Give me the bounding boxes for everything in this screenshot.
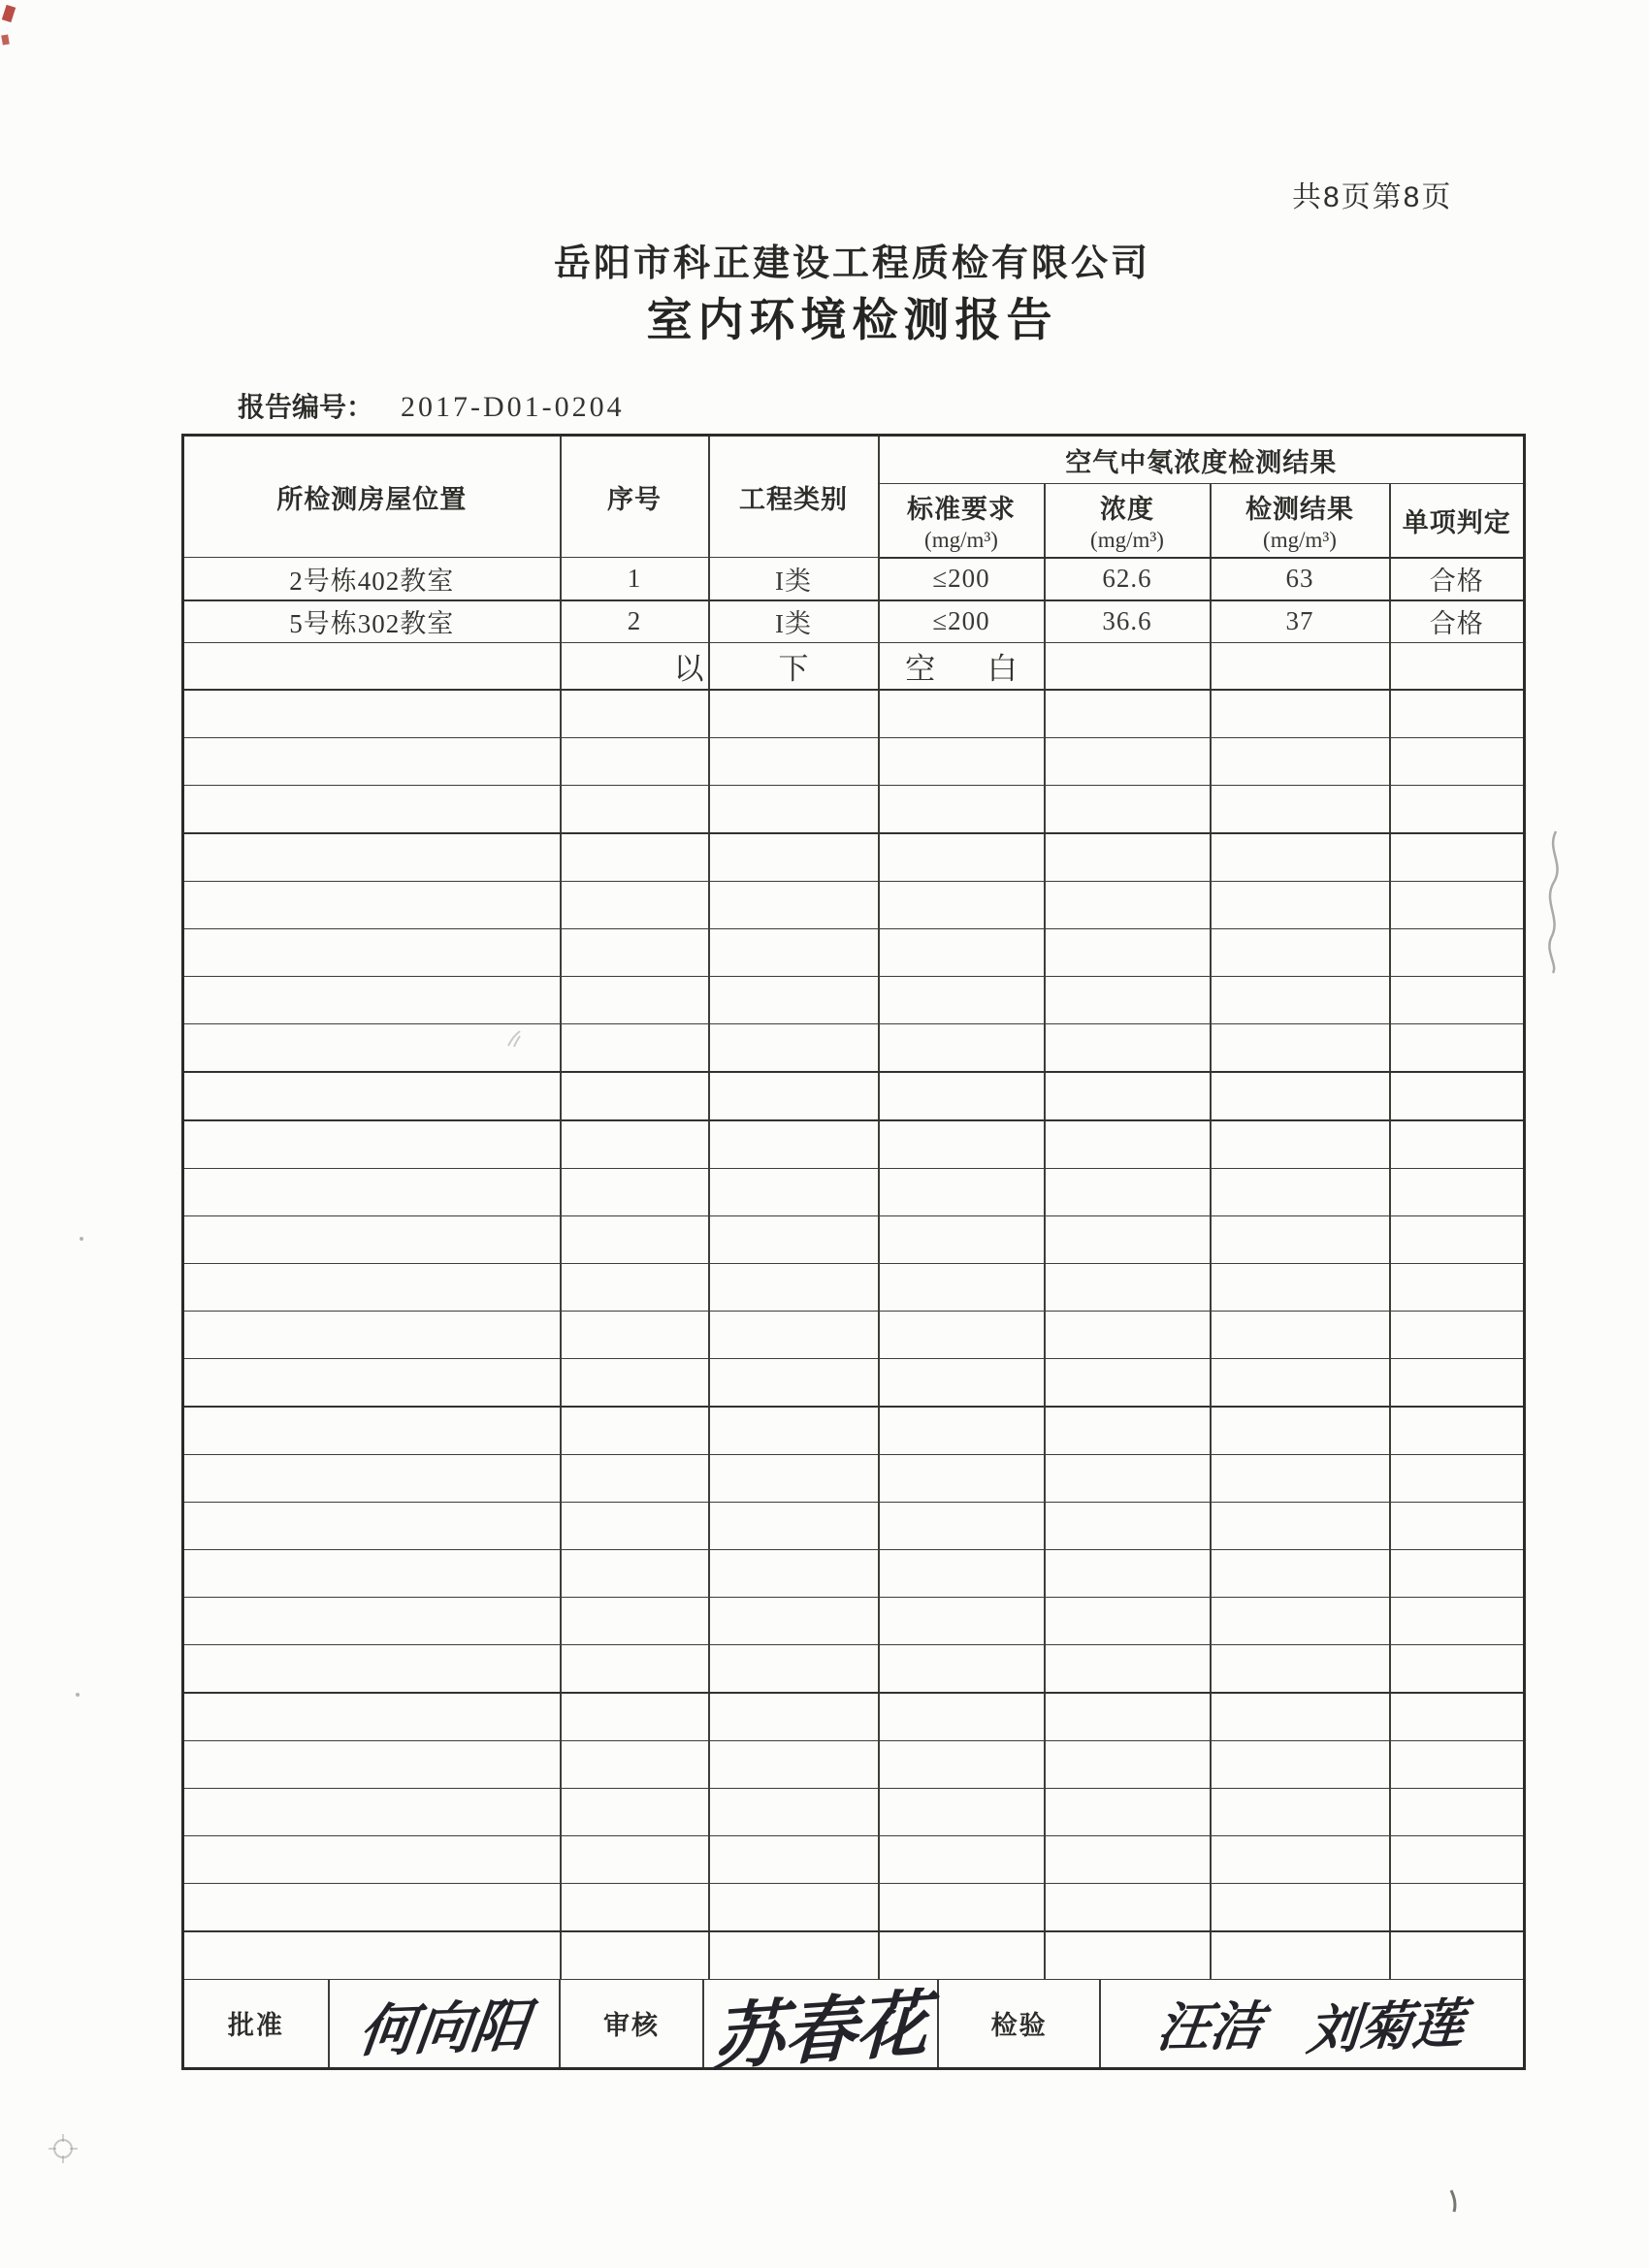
cell-type: I类 (709, 600, 879, 643)
report-number-line (238, 386, 625, 425)
header-standard-unit: (mg/m³) (924, 527, 998, 552)
cell-location: 2号栋402教室 (183, 558, 561, 600)
cell-standard: ≤200 (879, 558, 1045, 600)
test-label: 检验 (990, 2011, 1048, 2040)
blank-table-row (183, 881, 1525, 928)
cell-concentration: 62.6 (1045, 558, 1211, 600)
blank-table-row (183, 1502, 1525, 1549)
blank-table-row (183, 690, 1525, 738)
review-signature: 苏春花 (711, 1984, 930, 2080)
signature-row (183, 1979, 1525, 2068)
signature-strip (184, 1980, 1523, 2080)
cell-seq: 1 (561, 558, 709, 600)
review-label-cell (561, 1980, 704, 2067)
blank-table-row (183, 833, 1525, 882)
test-signature-2: 刘菊莲 (1305, 1993, 1468, 2061)
scan-noise-tick (1445, 2188, 1463, 2214)
scan-noise-dot (76, 1693, 80, 1697)
review-signature-cell (704, 1980, 939, 2080)
blank-table-row (183, 976, 1525, 1023)
blank-table-row (183, 1120, 1525, 1169)
table-row (183, 600, 1525, 643)
blank-note-char: 以 (561, 643, 709, 690)
blank-table-row (183, 785, 1525, 833)
blank-table-row (183, 1407, 1525, 1455)
table-header-row-1 (183, 436, 1525, 484)
blank-table-row (183, 1835, 1525, 1883)
scan-noise-red-speck (1, 34, 10, 45)
cell-result: 37 (1211, 600, 1390, 643)
approve-signature-cell (330, 1980, 561, 2067)
approve-label: 批准 (227, 2011, 284, 2040)
blank-table-row (183, 1072, 1525, 1120)
approve-label-cell (184, 1980, 330, 2067)
blank-table-row (183, 1454, 1525, 1502)
scan-noise-red-speck (2, 5, 16, 22)
blank-table-row (183, 928, 1525, 976)
scan-noise-squiggle (1535, 829, 1575, 975)
table-row (183, 558, 1525, 600)
blank-table-row (183, 1693, 1525, 1741)
cell-seq: 2 (561, 600, 709, 643)
cell-result: 63 (1211, 558, 1390, 600)
blank-note-char: 空 (905, 651, 936, 686)
header-test-result-label: 检测结果 (1245, 494, 1354, 524)
blank-table-row (183, 1597, 1525, 1644)
blank-table-row (183, 1215, 1525, 1263)
company-title: 岳阳市科正建设工程质检有限公司 (553, 243, 1150, 284)
blank-table-row (183, 1358, 1525, 1407)
approve-signature: 何向阳 (355, 1993, 533, 2063)
cell-judgement: 合格 (1390, 558, 1525, 600)
radon-results-table (181, 434, 1526, 2080)
report-number-value: 2017-D01-0204 (401, 391, 625, 423)
test-signature-cell (1101, 1980, 1523, 2067)
blank-below-note-row (183, 643, 1525, 690)
header-test-result (1211, 484, 1390, 558)
blank-table-row (183, 1644, 1525, 1693)
blank-table-row (183, 1023, 1525, 1072)
header-concentration-label: 浓度 (1100, 494, 1154, 524)
cell-judgement: 合格 (1390, 600, 1525, 643)
header-concentration-unit: (mg/m³) (1090, 527, 1164, 552)
report-number-label: 报告编号： (238, 392, 374, 422)
test-label-cell (939, 1980, 1101, 2067)
blank-table-row (183, 1311, 1525, 1358)
cell-standard: ≤200 (879, 600, 1045, 643)
page-indicator: 共8页第8页 (1292, 181, 1453, 213)
header-result-group: 空气中氡浓度检测结果 (879, 436, 1525, 484)
header-seq: 序号 (561, 436, 709, 558)
review-label: 审核 (603, 2011, 660, 2040)
blank-table-row (183, 1740, 1525, 1788)
header-test-result-unit: (mg/m³) (1263, 527, 1337, 552)
header-standard-label: 标准要求 (907, 494, 1016, 524)
header-project-type: 工程类别 (709, 436, 879, 558)
blank-table-row (183, 1883, 1525, 1931)
blank-note-char: 下 (709, 643, 879, 690)
header-location: 所检测房屋位置 (183, 436, 561, 558)
blank-table-row (183, 1263, 1525, 1311)
cell-concentration: 36.6 (1045, 600, 1211, 643)
header-judgement: 单项判定 (1390, 484, 1525, 558)
blank-note-chars (880, 644, 1044, 688)
blank-table-row (183, 1549, 1525, 1597)
blank-note-char: 白 (986, 651, 1018, 686)
scan-noise-dot (80, 1237, 83, 1241)
blank-table-row (183, 1168, 1525, 1215)
test-signature-1: 汪洁 (1154, 1996, 1267, 2058)
cell-location: 5号栋302教室 (183, 600, 561, 643)
scan-noise-corner-mark (45, 2130, 81, 2167)
header-standard (879, 484, 1045, 558)
report-title: 室内环境检测报告 (646, 294, 1058, 345)
header-concentration (1045, 484, 1211, 558)
cell-type: I类 (709, 558, 879, 600)
blank-table-row (183, 737, 1525, 785)
blank-table-row (183, 1788, 1525, 1835)
